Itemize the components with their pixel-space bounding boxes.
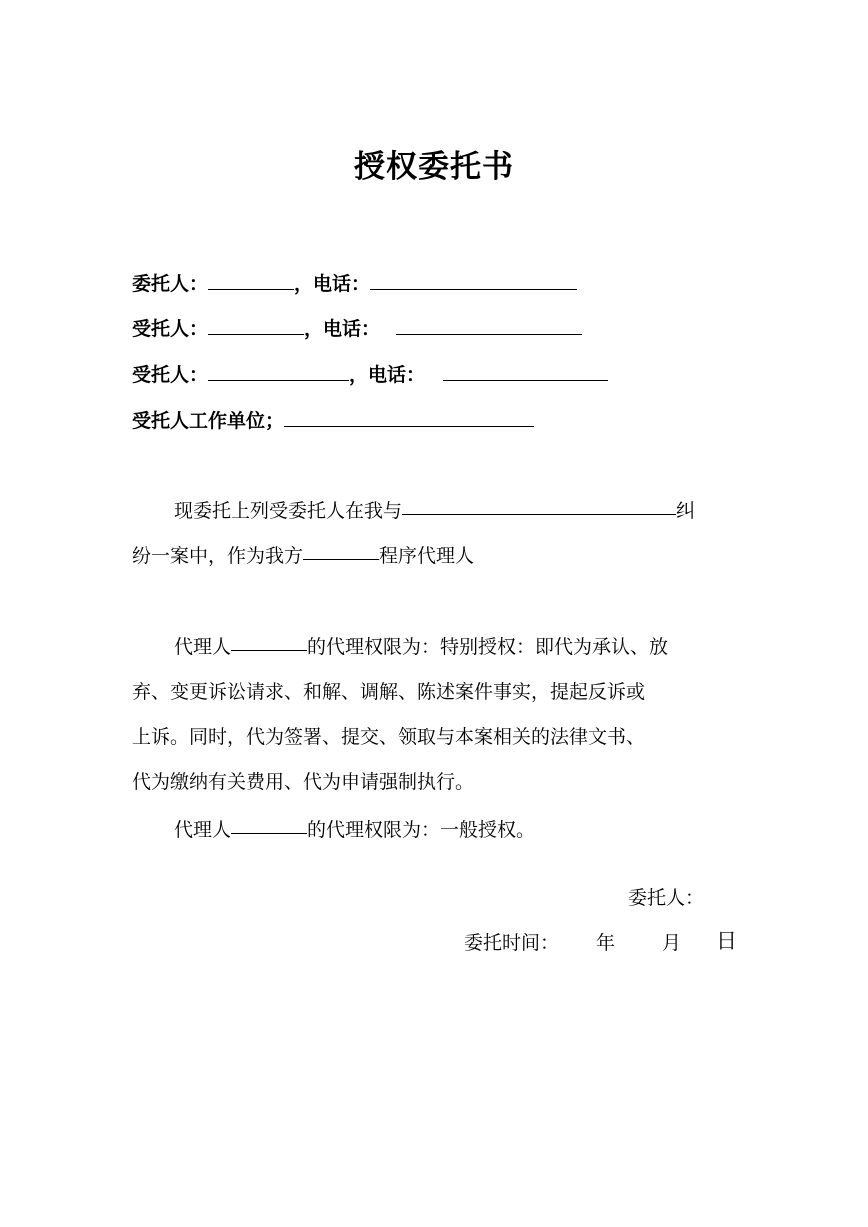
special-agent-blank[interactable] [231, 649, 307, 651]
document-title: 授权委托书 [354, 149, 514, 185]
dispute-party-blank[interactable] [402, 513, 676, 515]
para2-line2: 弃、变更诉讼请求、和解、调解、陈述案件事实，提起反诉或 [132, 681, 646, 703]
date-label: 委托时间： [464, 932, 560, 954]
paragraph-entrust [132, 489, 740, 579]
agent1-name-blank[interactable] [208, 333, 304, 335]
agent2-phone-label: ，电话： [349, 364, 426, 386]
agent2-label: 受托人： [132, 364, 209, 386]
date-year: 年 [596, 932, 616, 954]
principal-signature-label: 委托人： [628, 887, 705, 909]
agent-employer-row [132, 407, 534, 435]
para1-text-a: 现委托上列受委托人在我与 [174, 500, 403, 522]
agent1-phone-label: ，电话： [304, 318, 381, 340]
principal-phone-label: ，电话： [294, 273, 371, 295]
agent2-row [132, 361, 608, 389]
paragraph-general-authority [132, 808, 740, 853]
agent1-row [132, 315, 582, 343]
para1-line2-b: 程序代理人 [379, 545, 475, 567]
agent1-label: 受托人： [132, 318, 209, 340]
paragraph-special-authority [132, 625, 740, 805]
para2-line4: 代为缴纳有关费用、代为申请强制执行。 [132, 771, 475, 793]
principal-name-blank[interactable] [208, 288, 294, 290]
procedure-blank[interactable] [303, 558, 379, 560]
date-month: 月 [662, 932, 682, 954]
general-agent-blank[interactable] [231, 832, 307, 834]
para2-line1-b: 的代理权限为：特别授权：即代为承认、放 [307, 636, 669, 658]
agent-employer-blank[interactable] [284, 425, 534, 427]
date-day: 日 [716, 929, 737, 953]
para2-line3: 上诉。同时，代为签署、提交、领取与本案相关的法律文书、 [132, 726, 646, 748]
agent2-phone-blank[interactable] [443, 379, 608, 381]
principal-phone-blank[interactable] [370, 288, 577, 290]
para3-text-a: 代理人 [174, 819, 232, 841]
agent-employer-label: 受托人工作单位； [132, 410, 285, 432]
para3-text-b: 的代理权限为：一般授权。 [307, 819, 536, 841]
principal-row [132, 270, 577, 298]
agent1-phone-blank[interactable] [396, 333, 582, 335]
para1-line2-a: 纷一案中，作为我方 [132, 545, 304, 567]
agent2-name-blank[interactable] [208, 379, 349, 381]
principal-label: 委托人： [132, 273, 209, 295]
para2-line1-a: 代理人 [174, 636, 232, 658]
para1-text-b: 纠 [676, 500, 696, 522]
